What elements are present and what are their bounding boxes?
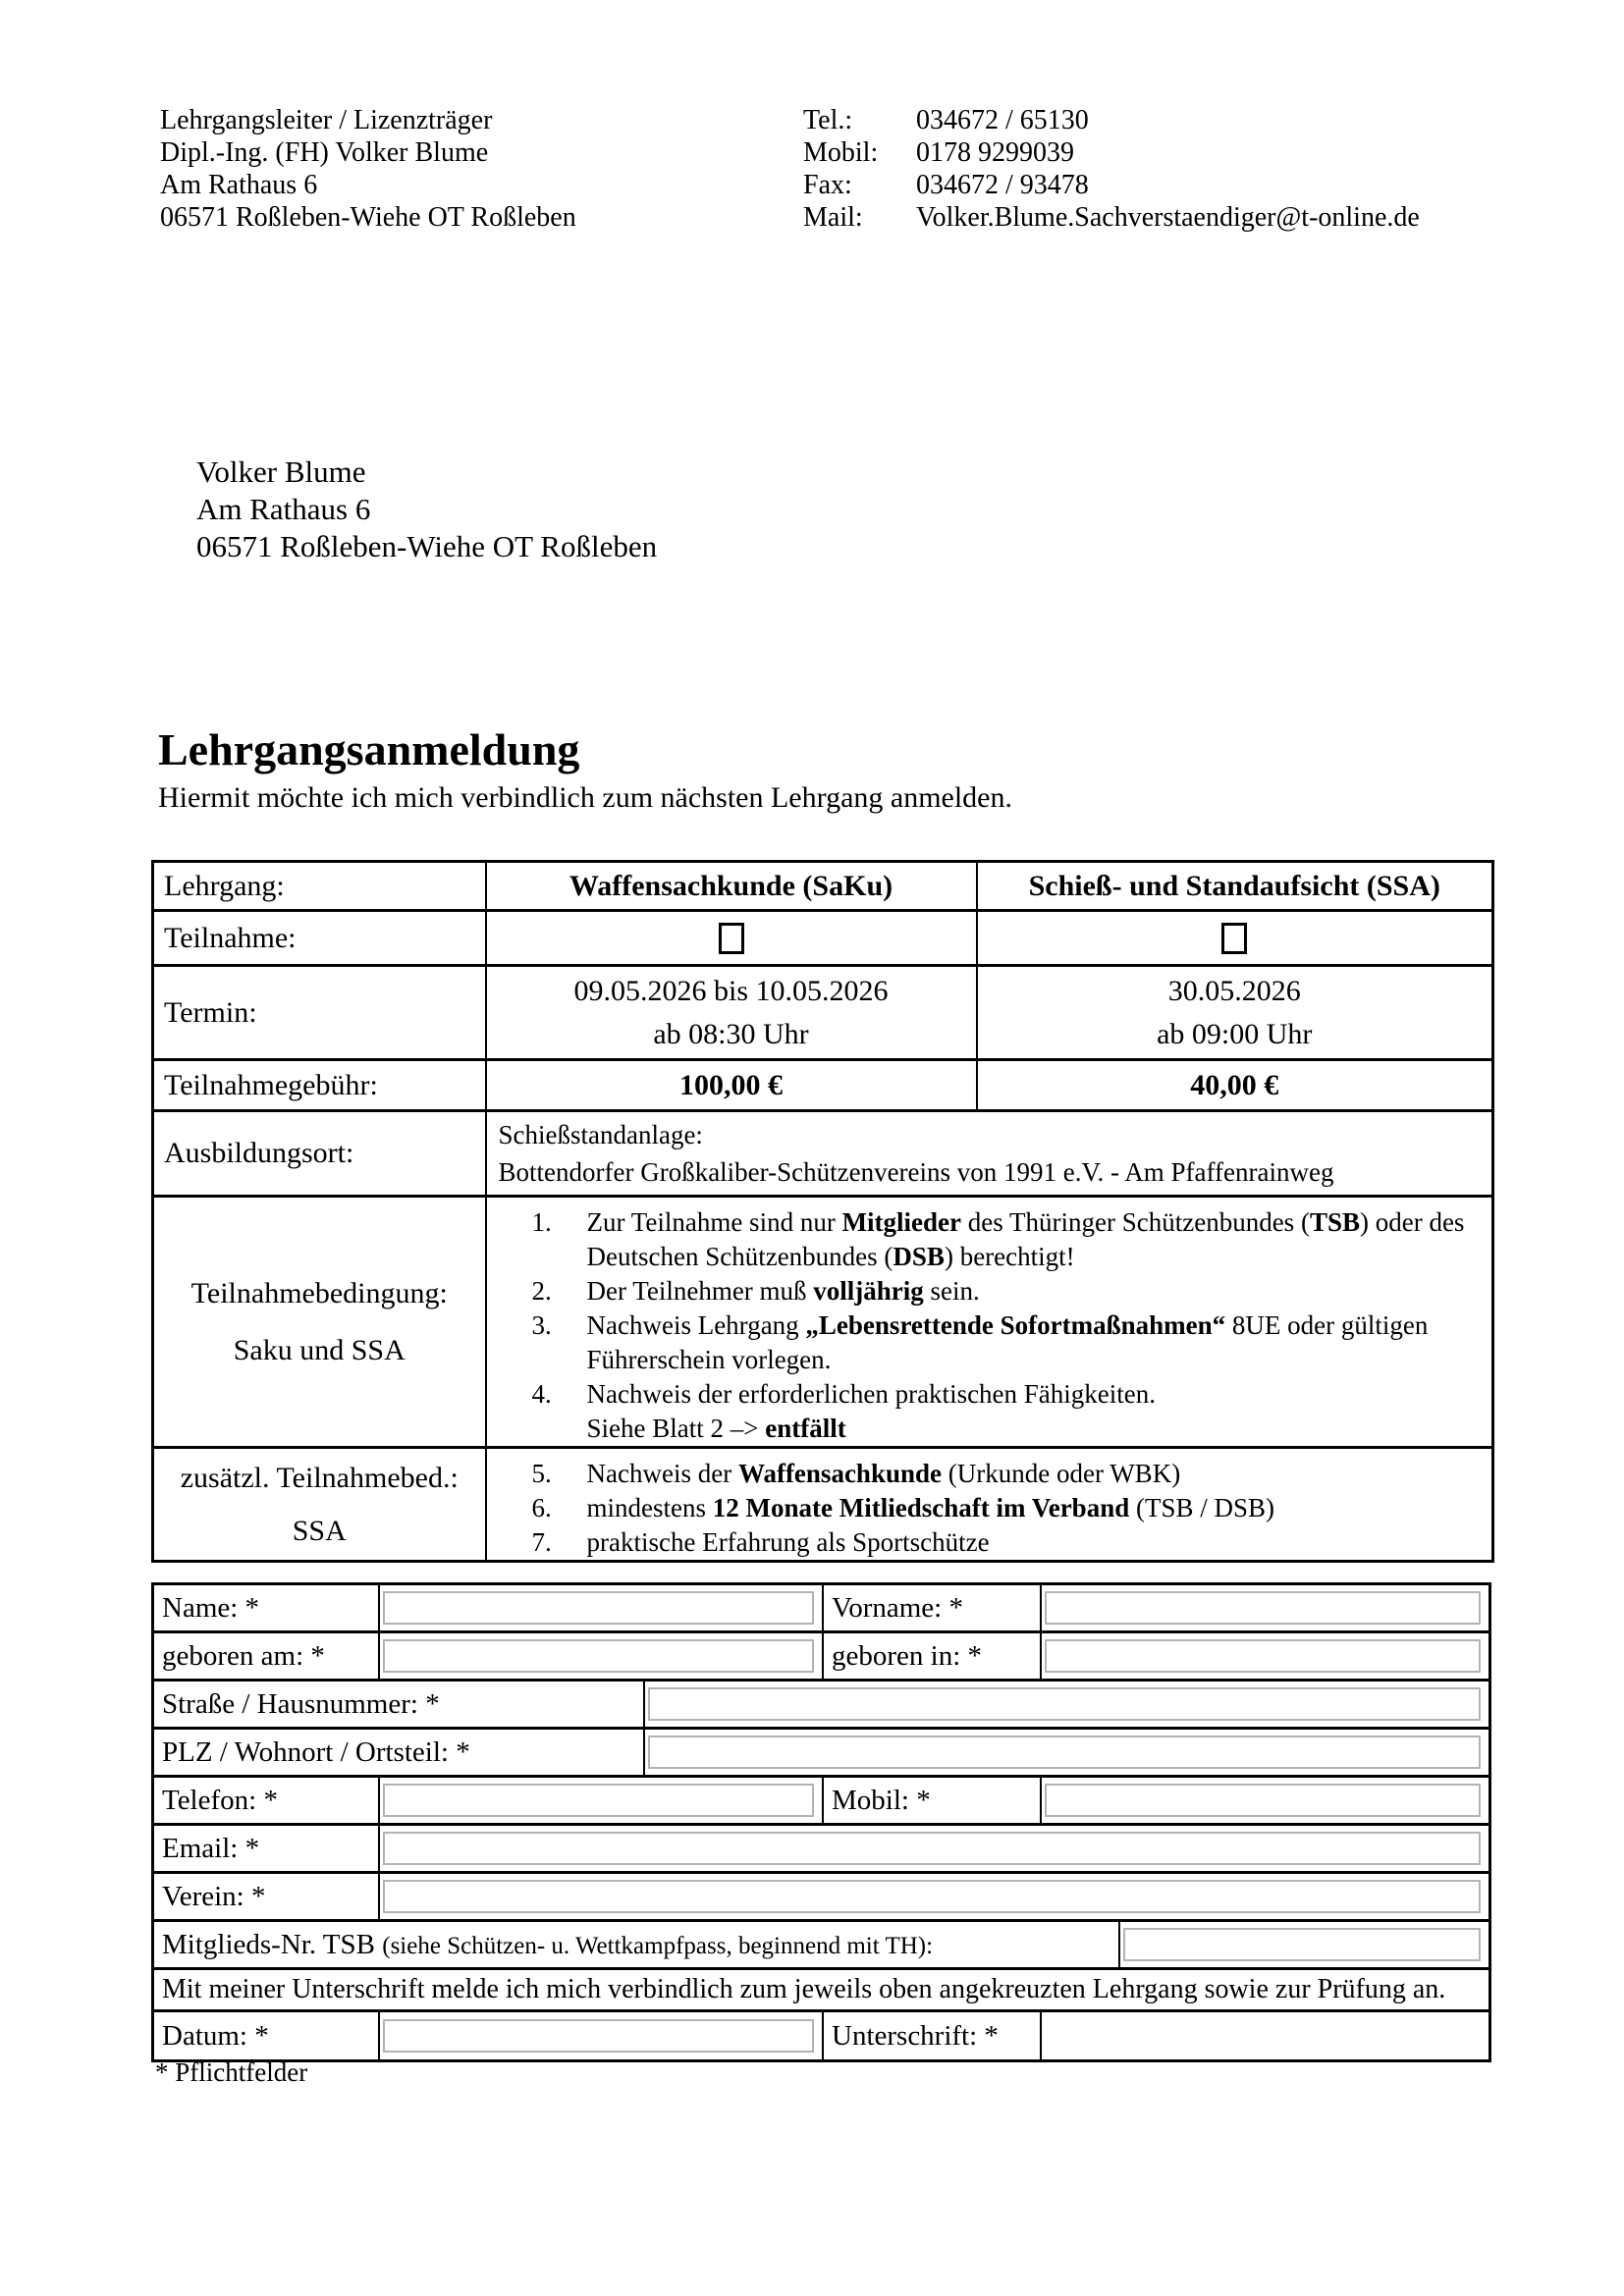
required-fields-note: * Pflichtfelder	[155, 2057, 308, 2087]
termin-ssa	[977, 966, 1493, 1060]
form-row-datum	[154, 2012, 1489, 2059]
zusatz-label	[153, 1448, 486, 1562]
ort-line1: Schießstandanlage:	[498, 1120, 703, 1149]
row-zusatz-teilnahmebed	[153, 1448, 1493, 1562]
consent-statement: Mit meiner Unterschrift melde ich mich verbindlich zum jeweils oben angekreuzten Lehrgang sowie zur Prüfung an.	[162, 1974, 1446, 2004]
strasse-input[interactable]	[648, 1687, 1481, 1721]
vorname-input[interactable]	[1045, 1591, 1481, 1625]
mitgliedsnr-label-hint: (siehe Schützen- u. Wettkampfpass, beginnend mit TH):	[382, 1932, 934, 1959]
mitgliedsnr-label: Mitglieds-Nr. TSB (siehe Schützen- u. Wettkampfpass, beginnend mit TH):	[162, 1928, 934, 1960]
name-label: Name: *	[162, 1591, 260, 1624]
bedingung-label-line1: Teilnahmebedingung:	[190, 1276, 448, 1309]
zusatz-list	[486, 1448, 1493, 1562]
row-ausbildungsort	[153, 1111, 1493, 1197]
sender-street: Am Rathaus 6	[160, 170, 318, 200]
ort-label: Ausbildungsort:	[153, 1111, 486, 1197]
termin-ssa-date: 30.05.2026	[1167, 974, 1301, 1007]
geboren-in-input[interactable]	[1045, 1639, 1481, 1673]
ort-value	[486, 1111, 1493, 1197]
sender-city: 06571 Roßleben-Wiehe OT Roßleben	[160, 202, 576, 233]
geboren-am-label: geboren am: *	[162, 1639, 325, 1672]
form-row-strasse	[154, 1682, 1489, 1730]
row-termin	[153, 966, 1493, 1060]
bedingung-list	[486, 1197, 1493, 1448]
email-label: Email: *	[162, 1832, 260, 1864]
intro-block	[158, 724, 1012, 817]
contact-row-mobil	[803, 136, 1420, 169]
telefon-input[interactable]	[383, 1784, 814, 1817]
form-row-verein	[154, 1874, 1489, 1922]
strasse-label: Straße / Hausnummer: *	[162, 1687, 440, 1720]
fax-label: Fax:	[803, 170, 852, 200]
vorname-label: Vorname: *	[832, 1591, 963, 1624]
mitgliedsnr-input[interactable]	[1123, 1928, 1481, 1961]
sender-name: Dipl.-Ing. (FH) Volker Blume	[160, 137, 489, 168]
verein-label: Verein: *	[162, 1880, 266, 1912]
teilnahme-label: Teilnahme:	[153, 911, 486, 966]
email-input[interactable]	[383, 1832, 1481, 1865]
list-item: 4. Nachweis der erforderlichen praktischen Fähigkeiten. Siehe Blatt 2 –> entfällt	[531, 1379, 1157, 1443]
registration-form	[151, 1582, 1491, 2062]
datum-label: Datum: *	[162, 2019, 269, 2052]
form-row-geboren	[154, 1633, 1489, 1682]
mobil-label: Mobil:	[803, 137, 879, 168]
plz-input[interactable]	[648, 1735, 1481, 1769]
unterschrift-area[interactable]	[1042, 2012, 1489, 2059]
unterschrift-label: Unterschrift: *	[832, 2019, 999, 2052]
geboren-am-input[interactable]	[383, 1639, 814, 1673]
termin-saku-date: 09.05.2026 bis 10.05.2026	[573, 974, 889, 1007]
form-row-mitgliedsnr	[154, 1922, 1489, 1970]
row-gebuehr	[153, 1060, 1493, 1111]
list-item: 1. Zur Teilnahme sind nur Mitglieder des Thüringer Schützenbundes (TSB) oder des Deutschen Schützenbundes (DSB) berechtigt!	[531, 1207, 1465, 1271]
ssa-teilnahme-checkbox[interactable]	[1221, 923, 1247, 954]
contact-row-fax	[803, 169, 1420, 201]
termin-saku	[486, 966, 977, 1060]
bedingung-label-line2: Saku und SSA	[233, 1333, 406, 1366]
termin-label: Termin:	[153, 966, 486, 1060]
tel-value: 034672 / 65130	[916, 105, 1089, 135]
form-row-telefon	[154, 1778, 1489, 1826]
lehrgang-label: Lehrgang:	[153, 862, 486, 911]
datum-input[interactable]	[383, 2019, 814, 2053]
tel-label: Tel.:	[803, 105, 853, 135]
zusatz-label-line2: SSA	[292, 1514, 347, 1547]
termin-ssa-time: ab 09:00 Uhr	[1157, 1017, 1313, 1050]
list-item: 7. praktische Erfahrung als Sportschütze	[531, 1527, 990, 1557]
page-title: Lehrgangsanmeldung	[158, 724, 580, 774]
recipient-street: Am Rathaus 6	[196, 492, 371, 526]
ort-line2: Bottendorfer Großkaliber-Schützenvereins von 1991 e.V. - Am Pfaffenrainweg	[498, 1157, 1334, 1187]
fax-value: 034672 / 93478	[916, 170, 1089, 200]
row-lehrgang	[153, 862, 1493, 911]
form-row-consent	[154, 1970, 1489, 2012]
form-row-name	[154, 1585, 1489, 1633]
page-subtitle: Hiermit möchte ich mich verbindlich zum nächsten Lehrgang anmelden.	[158, 781, 1012, 814]
course-info-table	[151, 860, 1494, 1563]
course-saku-header: Waffensachkunde (SaKu)	[486, 862, 977, 911]
mobil-value: 0178 9299039	[916, 137, 1074, 168]
plz-label: PLZ / Wohnort / Ortsteil: *	[162, 1735, 470, 1768]
list-item: 5. Nachweis der Waffensachkunde (Urkunde oder WBK)	[531, 1459, 1181, 1488]
form-row-plz	[154, 1730, 1489, 1778]
verein-input[interactable]	[383, 1880, 1481, 1913]
contact-row-mail	[803, 201, 1420, 234]
list-item: 2. Der Teilnehmer muß volljährig sein.	[531, 1276, 980, 1306]
bedingung-label	[153, 1197, 486, 1448]
name-input[interactable]	[383, 1591, 814, 1625]
mobil-input-label: Mobil: *	[832, 1784, 931, 1816]
row-teilnahmebedingung	[153, 1197, 1493, 1448]
list-item: 3. Nachweis Lehrgang „Lebensrettende Sofortmaßnahmen“ 8UE oder gültigen Führerschein vorlegen.	[531, 1310, 1429, 1374]
zusatz-label-line1: zusätzl. Teilnahmebed.:	[180, 1461, 459, 1494]
list-item: 6. mindestens 12 Monate Mitliedschaft im Verband (TSB / DSB)	[531, 1493, 1275, 1522]
mobil-input[interactable]	[1045, 1784, 1481, 1817]
recipient-address-block	[196, 454, 657, 565]
mail-label: Mail:	[803, 202, 863, 233]
letterhead-sender-block	[160, 104, 576, 234]
sender-role: Lehrgangsleiter / Lizenzträger	[160, 105, 493, 135]
mail-value: Volker.Blume.Sachverstaendiger@t-online.de	[916, 202, 1420, 233]
contact-row-tel	[803, 104, 1420, 136]
recipient-name: Volker Blume	[196, 454, 366, 489]
gebuehr-label: Teilnahmegebühr:	[153, 1060, 486, 1111]
letterhead-contact-block	[803, 104, 1420, 234]
form-row-email	[154, 1826, 1489, 1874]
row-teilnahme	[153, 911, 1493, 966]
termin-saku-time: ab 08:30 Uhr	[653, 1017, 809, 1050]
geboren-in-label: geboren in: *	[832, 1639, 983, 1672]
telefon-label: Telefon: *	[162, 1784, 278, 1816]
saku-teilnahme-checkbox[interactable]	[719, 923, 744, 954]
gebuehr-saku: 100,00 €	[486, 1060, 977, 1111]
gebuehr-ssa: 40,00 €	[977, 1060, 1493, 1111]
course-ssa-header: Schieß- und Standaufsicht (SSA)	[977, 862, 1493, 911]
recipient-city: 06571 Roßleben-Wiehe OT Roßleben	[196, 529, 658, 563]
